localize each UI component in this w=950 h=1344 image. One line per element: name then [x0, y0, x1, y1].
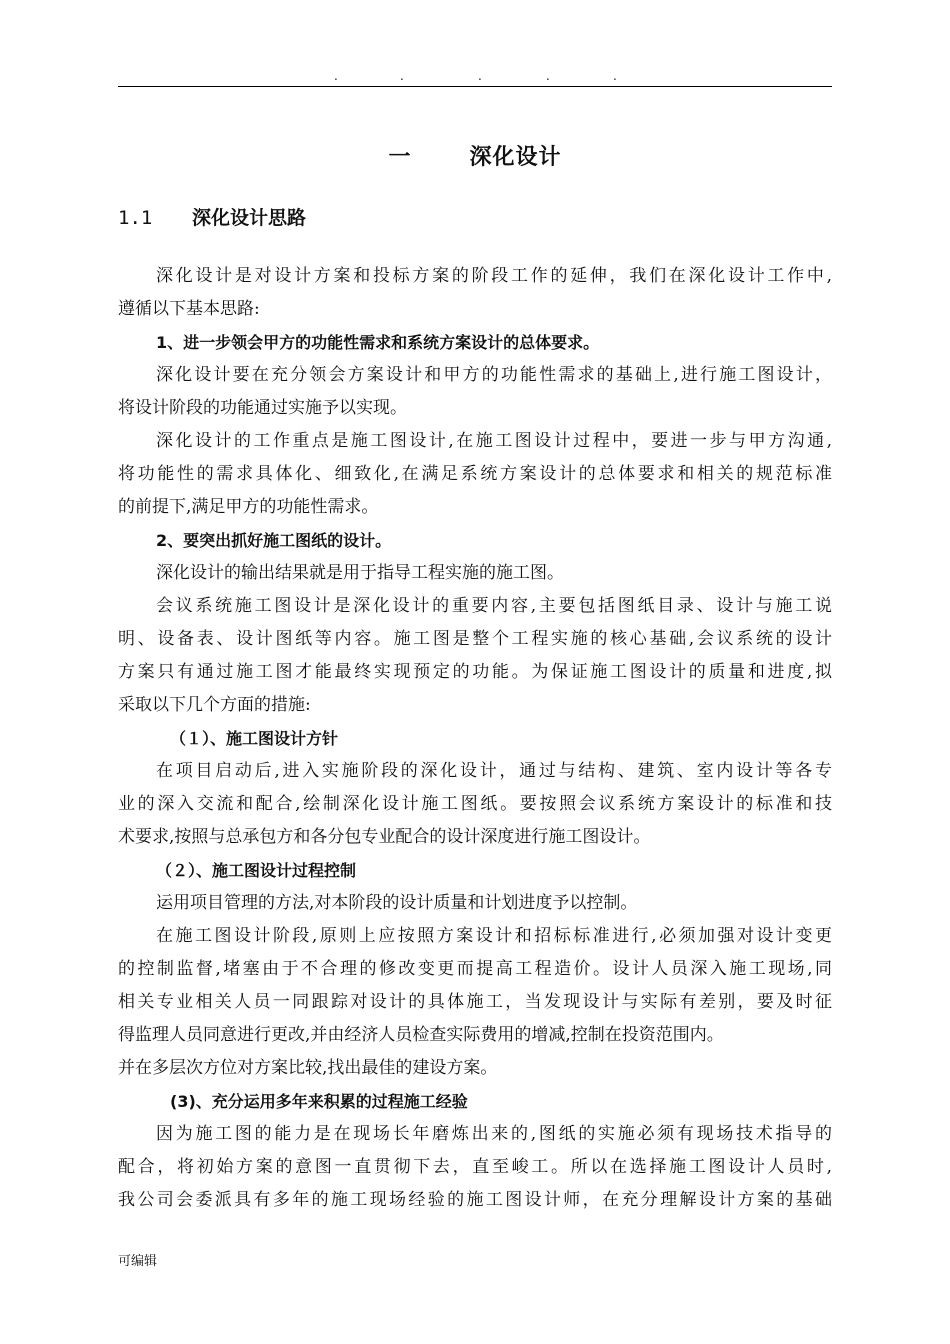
header-rule — [118, 86, 832, 87]
text-line: 遵循以下基本思路: — [118, 299, 260, 319]
subheading: 2、要突出抓好施工图纸的设计。 — [156, 531, 392, 550]
text-line: 明、设备表、设计图纸等内容。施工图是整个工程实施的核心基础,会议系统的设计 — [118, 629, 832, 649]
text-line: 我公司会委派具有多年的施工现场经验的施工图设计师，在充分理解设计方案的基础 — [118, 1190, 832, 1210]
subheading: （１）、施工图设计方针 — [170, 729, 339, 748]
header-dot: . — [613, 69, 617, 83]
text-line: 运用项目管理的方法,对本阶段的设计质量和计划进度予以控制。 — [156, 893, 638, 913]
header-dot: . — [334, 69, 338, 83]
text-line: 深化设计的输出结果就是用于指导工程实施的施工图。 — [156, 563, 564, 583]
document-body — [118, 260, 832, 1217]
section-number: 1.1 — [118, 207, 153, 229]
text-line: 在施工图设计阶段,原则上应按照方案设计和招标标准进行,必须加强对设计变更 — [156, 926, 832, 946]
text-line: 得监理人员同意进行更改,并由经济人员检查实际费用的增减,控制在投资范围内。 — [118, 1025, 724, 1045]
text-line: 采取以下几个方面的措施: — [118, 695, 311, 715]
text-line: 将功能性的需求具体化、细致化,在满足系统方案设计的总体要求和相关的规范标准 — [118, 464, 832, 484]
text-line: 并在多层次方位对方案比较,找出最佳的建设方案。 — [118, 1058, 498, 1078]
text-line: 深化设计的工作重点是施工图设计,在施工图设计过程中，要进一步与甲方沟通, — [156, 431, 832, 451]
text-line: 将设计阶段的功能通过实施予以实现。 — [118, 398, 407, 418]
chapter-title: 深化设计 — [469, 145, 562, 170]
subheading: (3)、充分运用多年来积累的过程施工经验 — [170, 1092, 468, 1111]
text-line: 术要求,按照与总承包方和各分包专业配合的设计深度进行施工图设计。 — [118, 827, 651, 847]
header-dot: . — [478, 69, 482, 83]
text-line: 因为施工图的能力是在现场长年磨炼出来的,图纸的实施必须有现场技术指导的 — [156, 1124, 832, 1144]
subheading: 1、进一步领会甲方的功能性需求和系统方案设计的总体要求。 — [156, 333, 600, 352]
text-line: 深化设计要在充分领会方案设计和甲方的功能性需求的基础上,进行施工图设计， — [156, 365, 832, 385]
text-line: 深化设计是对设计方案和投标方案的阶段工作的延伸，我们在深化设计工作中, — [156, 266, 832, 286]
chapter-number: 一 — [388, 145, 412, 170]
text-line: 方案只有通过施工图才能最终实现预定的功能。为保证施工图设计的质量和进度,拟 — [118, 662, 832, 682]
header-dots — [118, 70, 832, 86]
header-dot: . — [546, 69, 550, 83]
section-title: 深化设计思路 — [192, 207, 307, 229]
text-line: 相关专业相关人员一同跟踪对设计的具体施工，当发现设计与实际有差别，要及时征 — [118, 992, 832, 1012]
text-line: 在项目启动后,进入实施阶段的深化设计，通过与结构、建筑、室内设计等各专 — [156, 761, 832, 781]
header-dot: . — [400, 69, 404, 83]
page-footer: 可编辑 — [118, 1254, 158, 1269]
subheading: （２）、施工图设计过程控制 — [156, 861, 357, 880]
section-heading — [118, 203, 306, 230]
text-line: 的控制监督,堵塞由于不合理的修改变更而提高工程造价。设计人员深入施工现场,同 — [118, 959, 832, 979]
text-line: 的前提下,满足甲方的功能性需求。 — [118, 497, 379, 517]
text-line: 业的深入交流和配合,绘制深化设计施工图纸。要按照会议系统方案设计的标准和技 — [118, 794, 832, 814]
text-line: 会议系统施工图设计是深化设计的重要内容,主要包括图纸目录、设计与施工说 — [156, 596, 832, 616]
chapter-heading — [0, 140, 950, 171]
text-line: 配合，将初始方案的意图一直贯彻下去，直至峻工。所以在选择施工图设计人员时, — [118, 1157, 832, 1177]
